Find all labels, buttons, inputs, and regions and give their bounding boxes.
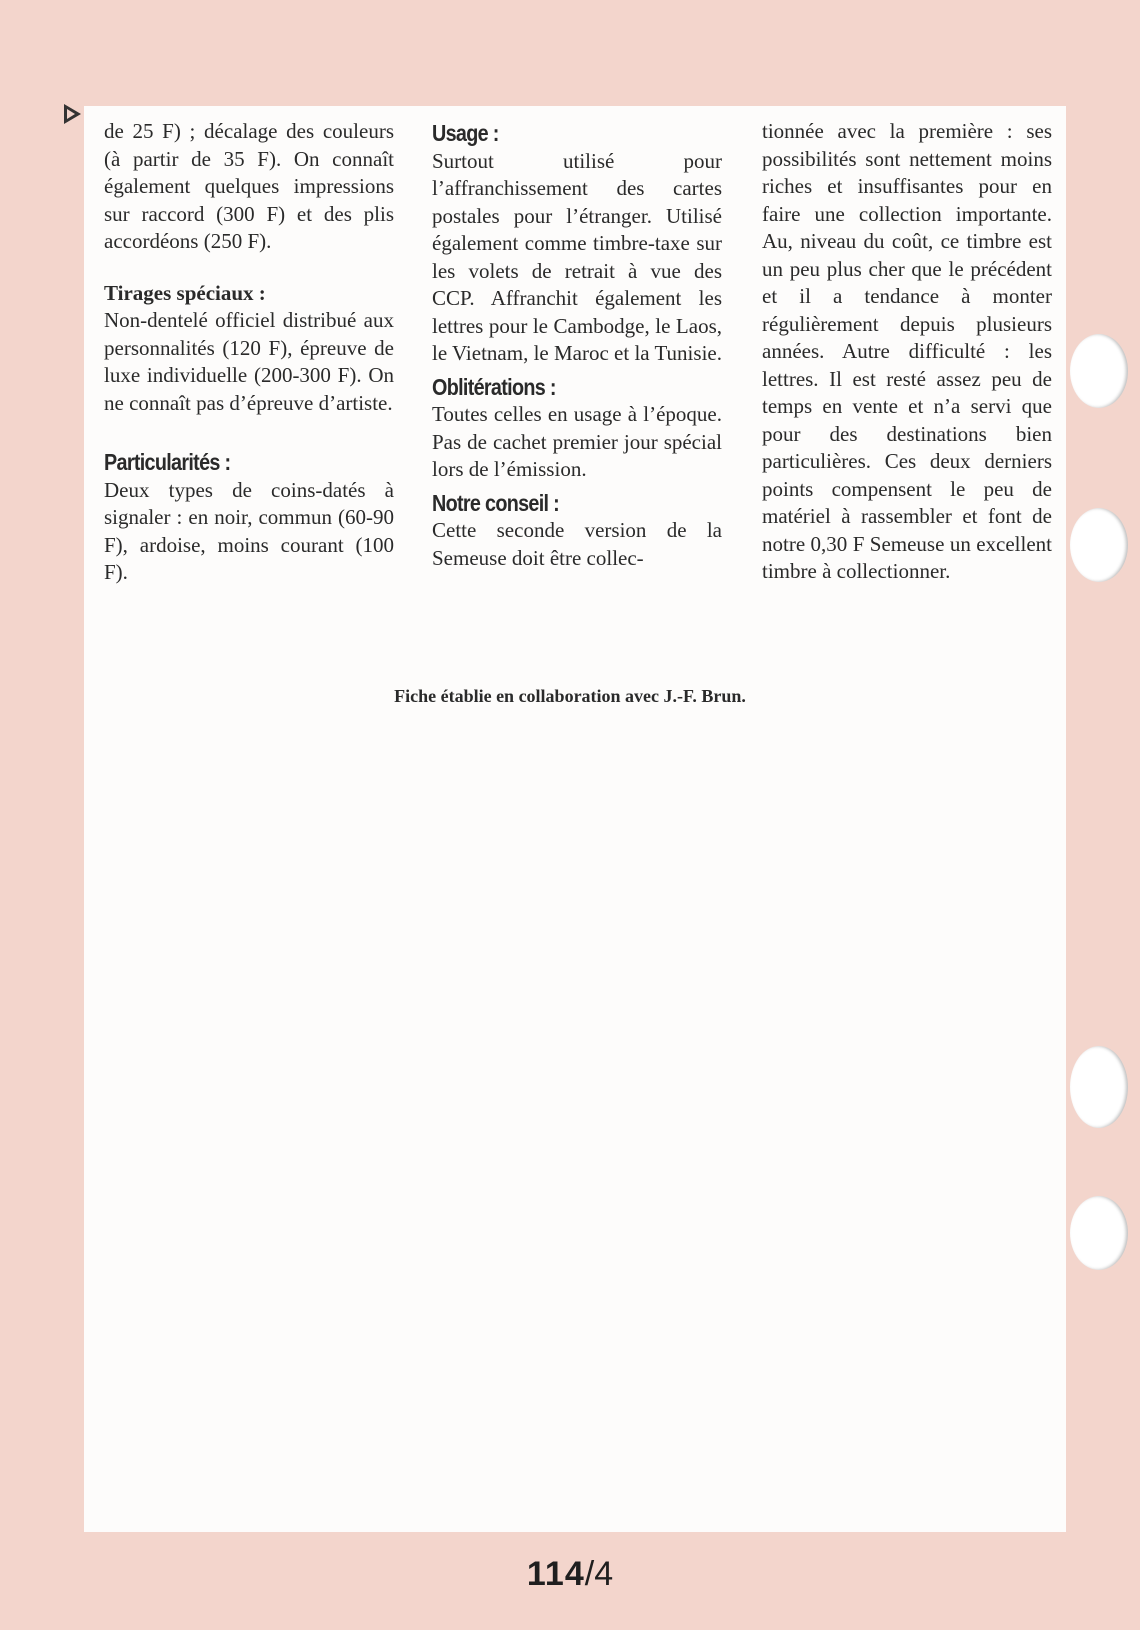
page-number	[0, 1555, 1140, 1594]
obliterations-heading: Oblitérations :	[432, 373, 556, 400]
binder-hole	[1070, 1196, 1128, 1270]
conseil-continued-text: tionnée avec la première : ses possibilités sont nettement moins riches et insuffisantes pour en faire une collection importante. Au, niveau du coût, ce timbre est un peu plus cher que le précédent et il a tendance à monter régulièrement depuis plusieurs années. Autre difficulté : les lettres. Il est resté assez peu de temps en vente et n’a servi que pour des destinations bien particulières. Ces deux derniers points compensent le peu de matériel à rassembler et font de notre 0,30 F Semeuse un excellent timbre à collectionner.	[762, 119, 1052, 583]
column-1	[104, 118, 394, 587]
bookmark-triangle-icon	[64, 104, 81, 124]
usage-text: Surtout utilisé pour l’affranchissement des cartes postales pour l’étranger. Utilisé également comme timbre-taxe sur les volets de retrait à vue des CCP. Affranchit également les lettres pour le Cambodge, le Laos, le Vietnam, le Maroc et la Tunisie.	[432, 148, 722, 365]
usage-heading: Usage :	[432, 120, 499, 146]
particularites-text: Deux types de coins-datés à signaler : en noir, commun (60-90 F), ardoise, moins courant (100 F).	[104, 477, 394, 584]
tirages-text: Non-dentelé officiel distribué aux personnalités (120 F), épreuve de luxe individuelle (200-300 F). On ne connaît pas d’épreuve d’artiste.	[104, 308, 394, 415]
obliterations-text: Toutes celles en usage à l’époque. Pas de cachet premier jour spécial lors de l’émission.	[432, 402, 722, 481]
particularites-heading: Particularités :	[104, 449, 231, 475]
intro-text: de 25 F) ; décalage des couleurs (à partir de 35 F). On connaît également quelques impressions sur raccord (300 F) et des plis accordéons (250 F).	[104, 119, 394, 253]
page-number-main: 114	[526, 1555, 585, 1593]
column-3	[762, 118, 1052, 586]
credit-line: Fiche établie en collaboration avec J.-F. Brun.	[394, 686, 746, 706]
binder-hole	[1070, 334, 1128, 408]
column-2	[432, 120, 722, 572]
page-number-sub: /4	[584, 1555, 614, 1593]
binder-hole	[1070, 1046, 1128, 1128]
conseil-text: Cette seconde version de la Semeuse doit être collec-	[432, 518, 722, 570]
tirages-heading: Tirages spéciaux :	[104, 280, 266, 305]
binder-hole	[1070, 508, 1128, 582]
conseil-heading: Notre conseil :	[432, 489, 560, 516]
